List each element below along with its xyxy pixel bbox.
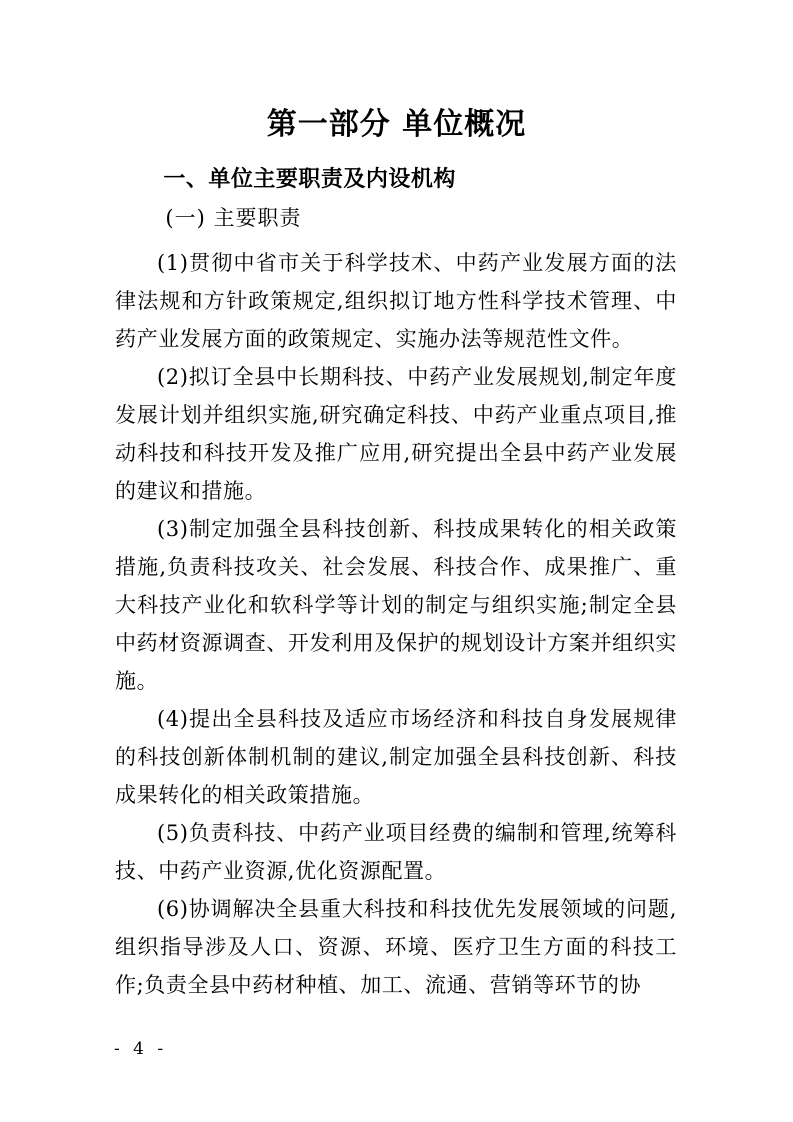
body-paragraph: (1)贯彻中省市关于科学技术、中药产业发展方面的法律法规和方针政策规定,组织拟订地方性科学技术管理、中药产业发展方面的政策规定、实施办法等规范性文件。	[115, 251, 677, 351]
section-heading: 一、单位主要职责及内设机构	[163, 167, 456, 192]
body-paragraph: (5)负责科技、中药产业项目经费的编制和管理,统筹科技、中药产业资源,优化资源配置。	[115, 821, 677, 883]
body-paragraph: (6)协调解决全县重大科技和科技优先发展领域的问题,组织指导涉及人口、资源、环境、医疗卫生方面的科技工作;负责全县中药材种植、加工、流通、营销等环节的协	[115, 897, 677, 997]
body-paragraph: (2)拟订全县中长期科技、中药产业发展规划,制定年度发展计划并组织实施,研究确定科技、中药产业重点项目,推动科技和科技开发及推广应用,研究提出全县中药产业发展的建议和措施。	[115, 365, 677, 503]
body-paragraph: (4)提出全县科技及适应市场经济和科技自身发展规律的科技创新体制机制的建议,制定加强全县科技创新、科技成果转化的相关政策措施。	[115, 707, 677, 807]
document-body	[115, 244, 677, 1004]
page-number: - 4 -	[114, 1039, 168, 1059]
body-paragraph: (3)制定加强全县科技创新、科技成果转化的相关政策措施,负责科技攻关、社会发展、科技合作、成果推广、重大科技产业化和软科学等计划的制定与组织实施;制定全县中药材资源调查、开发利用及保护的规划设计方案并组织实施。	[115, 517, 677, 693]
document-title: 第一部分 单位概况	[266, 107, 527, 142]
subsection-heading: (一) 主要职责	[165, 206, 302, 230]
